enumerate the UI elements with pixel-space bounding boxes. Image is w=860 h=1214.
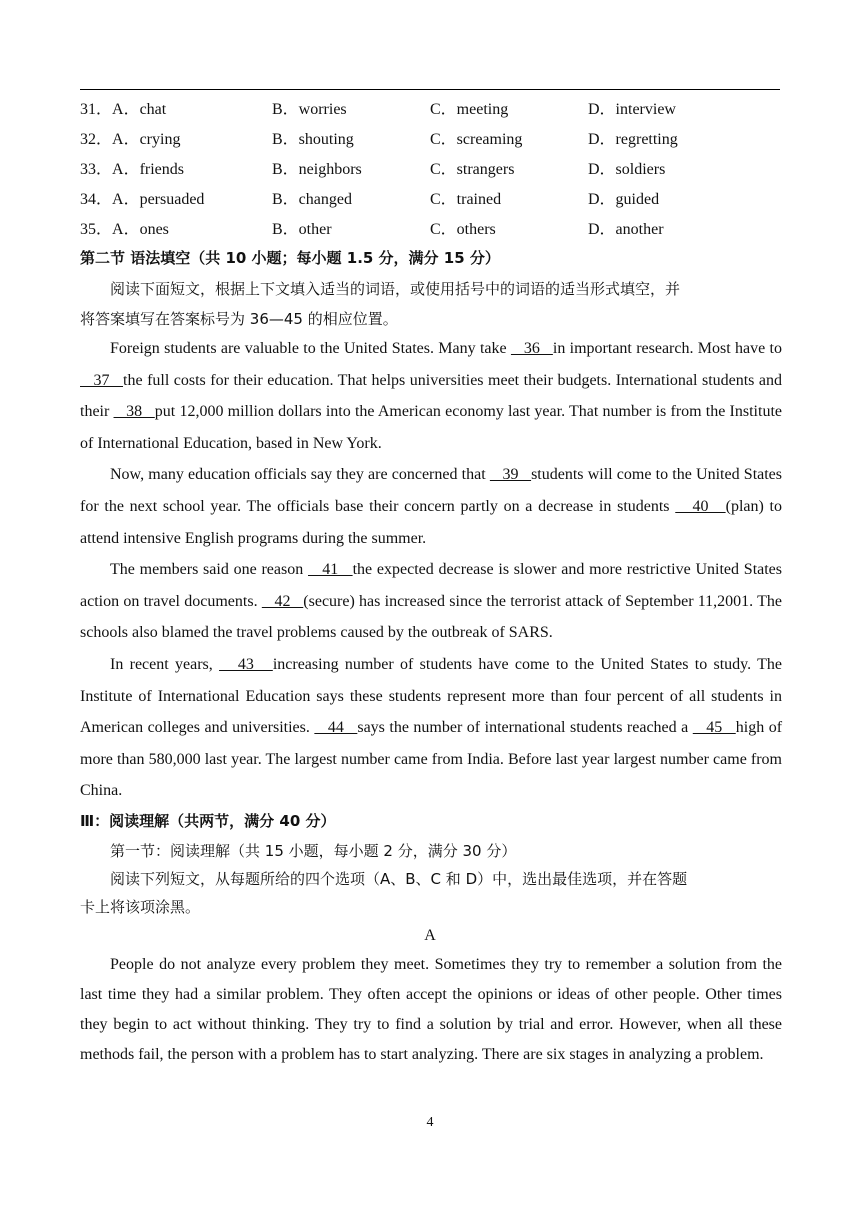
blank-38: 38 — [113, 403, 155, 421]
reading-passage-a — [80, 950, 782, 1070]
section-2-instruction-line2: 将答案填写在答案标号为 36—45 的相应位置。 — [80, 310, 398, 328]
blank-37: 37 — [80, 371, 124, 389]
option-d: D．interview — [588, 101, 676, 118]
option-a: 32．A．crying — [80, 131, 181, 148]
option-b: B．worries — [272, 101, 347, 118]
reading-paragraph-1: People do not analyze every problem they meet. Sometimes they try to remember a solution from the last time they had a similar problem. They often accept the opinions or ideas of other people. Other times they begin to act without thinking. They try to find a solution by trial and error. However, when all these methods fail, the person with a problem has to start analyzing. There are six stages in analyzing a problem. — [80, 956, 782, 1063]
blank-36: 36 — [510, 340, 553, 357]
option-c: C．screaming — [430, 131, 523, 148]
section-2-heading: 第二节 语法填空（共 10 小题；每小题 1.5 分，满分 15 分） — [80, 249, 500, 267]
option-b: B．shouting — [272, 131, 354, 148]
cloze-paragraph-3: The members said one reason 41 the expected decrease is slower and more restrictive United States action on travel documents. 42 (secure) has increased since the terrorist attack of September 11,2001. The schools also blamed the travel problems caused by the outbreak of SARS. — [80, 561, 783, 642]
option-b: B．neighbors — [272, 161, 362, 178]
blank-39: 39 — [489, 466, 532, 484]
part-3-subheading: 第一节：阅读理解（共 15 小题，每小题 2 分，满分 30 分） — [110, 842, 517, 860]
part-3-instruction-line1: 阅读下列短文，从每题所给的四个选项（A、B、C 和 D）中，选出最佳选项，并在答题 — [110, 870, 688, 888]
option-c: C．strangers — [430, 161, 515, 178]
passage-label: A — [424, 927, 436, 944]
cloze-paragraph-2: Now, many education officials say they are concerned that 39 students will come to the United States for the next school year. The officials base their concern partly on a decrease in students 40 (plan) to attend intensive English programs during the summer. — [80, 466, 783, 547]
option-d: D．another — [588, 221, 664, 238]
part-3-heading: Ⅲ：阅读理解（共两节，满分 40 分） — [80, 812, 336, 830]
cloze-passage — [80, 333, 782, 807]
cloze-paragraph-1: Foreign students are valuable to the United States. Many take 36 in important research. Most have to 37 the full costs for their education. That helps universities meet their budgets. International students and their 38 put 12,000 million dollars into the American economy last year. That number is from the Institute of International Education, based in New York. — [80, 340, 783, 452]
question-34 — [80, 190, 782, 220]
option-c: C．trained — [430, 191, 502, 208]
option-b: B．changed — [272, 191, 352, 208]
option-c: C．meeting — [430, 101, 509, 118]
option-d: D．regretting — [588, 131, 678, 148]
question-35 — [80, 220, 782, 250]
top-rule — [80, 89, 780, 90]
part-3-instruction-line2: 卡上将该项涂黑。 — [80, 898, 201, 916]
question-33 — [80, 160, 782, 190]
blank-40: 40 — [675, 497, 726, 515]
option-d: D．soldiers — [588, 161, 666, 178]
blank-41: 41 — [308, 561, 353, 579]
option-b: B．other — [272, 221, 332, 238]
option-a: 31．A．chat — [80, 101, 167, 118]
blank-42: 42 — [261, 592, 304, 610]
question-32 — [80, 130, 782, 160]
option-a: 34．A．persuaded — [80, 191, 205, 208]
blank-44: 44 — [314, 719, 358, 737]
blank-43: 43 — [219, 655, 273, 673]
option-a: 33．A．friends — [80, 161, 185, 178]
blank-45: 45 — [692, 719, 736, 737]
question-31 — [80, 100, 782, 130]
option-a: 35．A．ones — [80, 221, 169, 238]
option-d: D．guided — [588, 191, 660, 208]
cloze-paragraph-4: In recent years, 43 increasing number of students have come to the United States to study. The Institute of International Education says these students represent more than four percent of all students in American colleges and universities. 44 says the number of international students reached a 45 high of more than 580,000 last year. The largest number came from India. Before last year largest number came from China. — [80, 655, 783, 800]
option-c: C．others — [430, 221, 496, 238]
page-number: 4 — [426, 1115, 434, 1130]
section-2-instruction-line1: 阅读下面短文，根据上下文填入适当的词语，或使用括号中的词语的适当形式填空，并 — [110, 280, 681, 298]
